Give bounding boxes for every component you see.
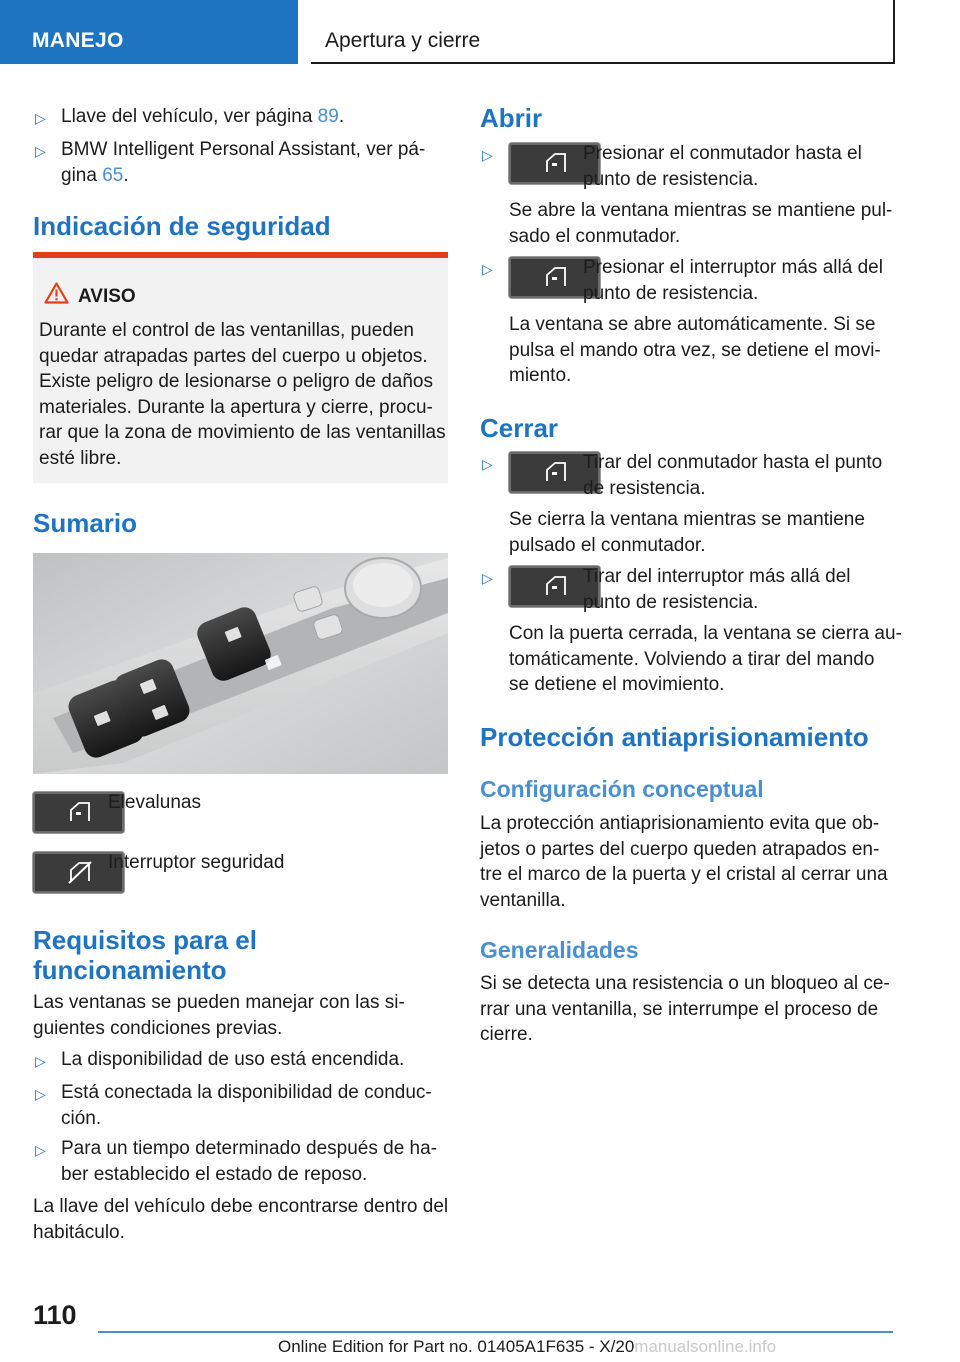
result-text: Con la puerta cerrada, la ventana se cierra au- tomáticamente. Volviendo a tirar del mando se detiene el movimiento. [509,623,902,695]
subsection-heading: Generalidades [480,937,639,963]
page-link[interactable]: 89 [317,106,339,127]
warning-label: AVISO [78,286,136,307]
bullet-icon: ▷ [35,1142,46,1158]
list-item: BMW Intelligent Personal Assistant, ver pá- gina 65. [61,139,426,186]
list-item: Para un tiempo determinado después de ha- ber establecido el estado de reposo. [61,1138,438,1185]
instruction-text: Presionar el interruptor más allá del punto de resistencia. [583,257,883,304]
section-label: MANEJO [32,29,124,52]
bullet-icon: ▷ [35,1086,46,1102]
warning-text: Durante el control de las ventanillas, pueden quedar atrapadas partes del cuerpo u objetos. Existe peligro de lesionarse o peligro de daños materiales. Durante la apertura y cierre, procu- rar que la zona de movimiento de las ventanillas esté libre. [39,320,446,469]
bullet-icon: ▷ [482,570,493,586]
paragraph: La protección antiaprisionamiento evita que ob- jetos o partes del cuerpo queden atrapados en- tre el marco de la puerta y el cristal al cerrar una ventanilla. [480,813,888,911]
instruction-text: Tirar del conmutador hasta el punto de resistencia. [583,452,883,499]
window-switch-photo [33,553,448,774]
result-text: Se cierra la ventana mientras se mantiene pulsado el conmutador. [509,509,865,556]
page-number: 110 [33,1300,77,1330]
paragraph: Si se detecta una resistencia o un bloqueo al ce- rrar una ventanilla, se interrumpe el proceso de cierre. [480,973,890,1045]
section-heading: Indicación de seguridad [33,211,331,241]
subsection-heading: Configuración conceptual [480,776,764,802]
watermark: manualsonline.info [634,1337,777,1356]
section-heading: Protección antiaprisionamiento [480,722,869,752]
section-heading: Cerrar [480,413,559,443]
section-tab [0,0,298,64]
paragraph: La llave del vehículo debe encontrarse dentro del habitáculo. [33,1196,449,1243]
bullet-icon: ▷ [35,1053,46,1069]
chapter-header [311,0,895,64]
instruction-text: Presionar el conmutador hasta el punto de resistencia. [583,143,862,190]
paragraph: Las ventanas se pueden manejar con las si- guientes condiciones previas. [33,992,405,1039]
page-link[interactable]: 65 [102,164,124,186]
warning-box [33,252,448,483]
list-item: Llave del vehículo, ver página 89. [61,106,345,127]
result-text: La ventana se abre automáticamente. Si se pulsa el mando otra vez, se detiene el movi- miento. [509,314,881,386]
bullet-icon: ▷ [35,110,46,126]
list-item: Está conectada la disponibilidad de conduc- ción. [61,1082,432,1129]
list-item: La disponibilidad de uso está encendida. [61,1049,405,1070]
footer-edition: Online Edition for Part no. 01405A1F635 - X/20manualsonline.info [278,1337,777,1356]
section-heading: Sumario [33,508,138,538]
legend-label: Interruptor seguridad [108,852,285,873]
instruction-text: Tirar del interruptor más allá del punto de resistencia. [583,566,851,613]
bullet-icon: ▷ [35,143,46,159]
section-heading: Requisitos para el funcionamiento [33,925,257,985]
chapter-title: Apertura y cierre [325,29,481,52]
section-heading: Abrir [480,103,543,133]
warning-icon [44,282,69,304]
bullet-icon: ▷ [482,261,493,277]
bullet-icon: ▷ [482,456,493,472]
legend-label: Elevalunas [108,792,201,813]
footer-rule [98,1331,893,1333]
result-text: Se abre la ventana mientras se mantiene pul- sado el conmutador. [509,200,893,247]
bullet-icon: ▷ [482,147,493,163]
